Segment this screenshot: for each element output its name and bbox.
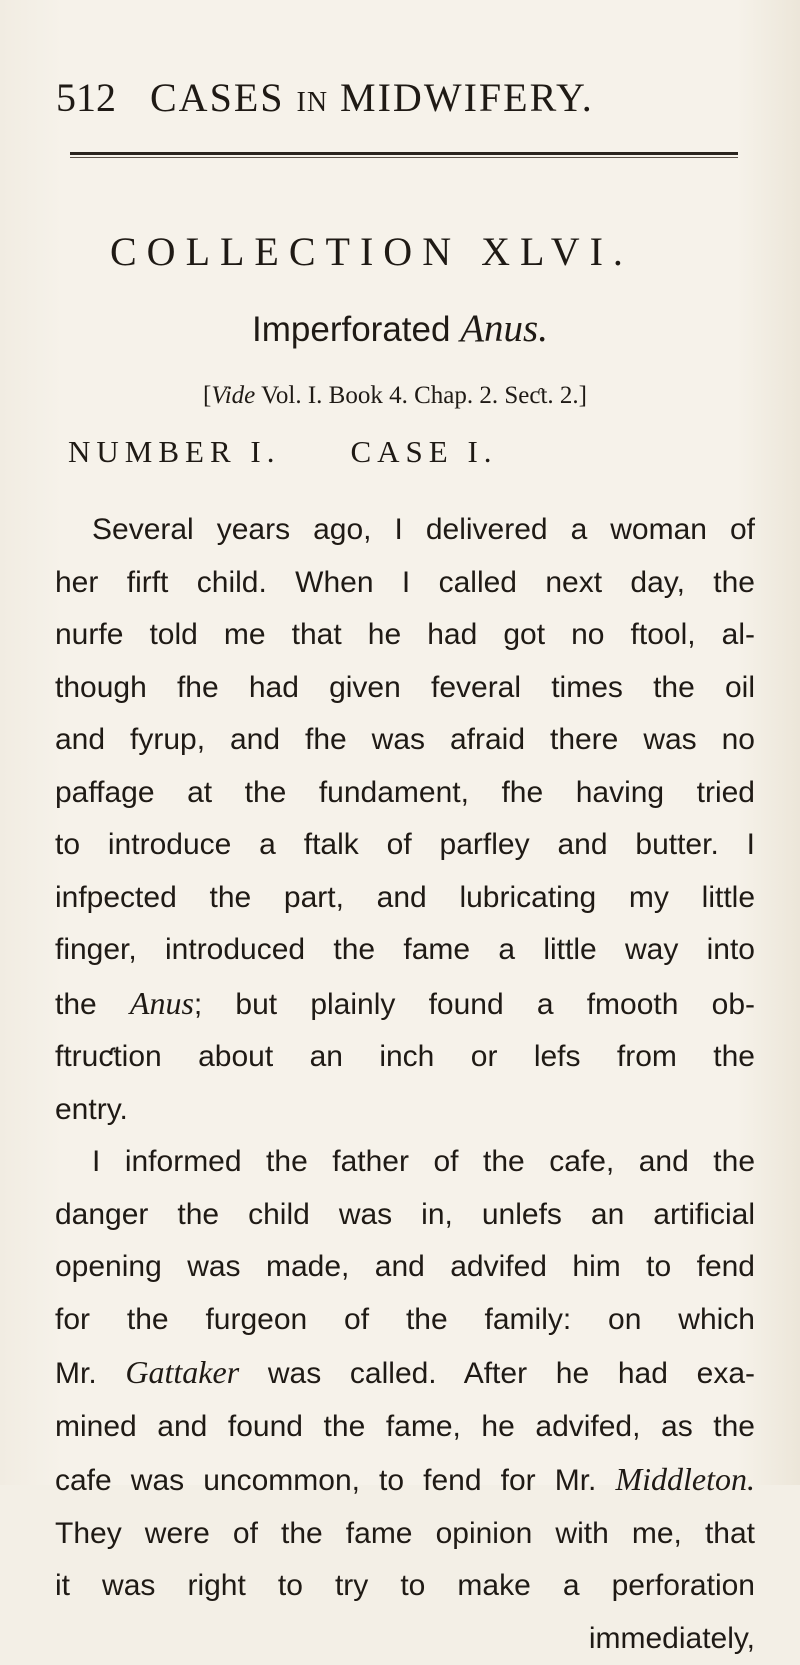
case-label: CASE I. — [350, 434, 497, 469]
catchword-line: immediately, — [55, 1613, 755, 1665]
text-line: danger the child was in, unlefs an artificial — [55, 1189, 755, 1242]
text-line: entry. — [55, 1084, 755, 1137]
header-rule-thin — [70, 157, 738, 158]
running-title-midwifery: MIDWIFERY. — [340, 75, 594, 120]
subtitle-plain: Imperforated — [252, 310, 450, 349]
italic-anus: Anus — [130, 985, 194, 1021]
text-line: though fhe had given feveral times the oil — [55, 662, 755, 715]
text-line: I informed the father of the cafe, and the — [55, 1136, 755, 1189]
text-line: for the furgeon of the family: on which — [55, 1294, 755, 1347]
text-line: Several years ago, I delivered a woman of — [55, 504, 755, 557]
vide-word: Vide — [211, 382, 255, 409]
running-title-in: IN — [297, 87, 329, 118]
section-subtitle — [0, 306, 800, 351]
text-line — [55, 1346, 755, 1401]
text-line: nurfe told me that he had got no ftool, al- — [55, 609, 755, 662]
text-fragment: the — [55, 988, 130, 1021]
running-head — [56, 74, 756, 121]
subtitle-italic: Anus. — [460, 307, 548, 350]
text-line: ftruƈtion about an inch or lefs from the — [55, 1031, 755, 1084]
page-number: 512 — [56, 75, 116, 120]
text-line: it was right to try to make a perforation — [55, 1560, 755, 1613]
text-line: and fyrup, and fhe was afraid there was no — [55, 714, 755, 767]
text-line: They were of the fame opinion with me, that — [55, 1508, 755, 1561]
body-text — [55, 504, 755, 1665]
text-line: opening was made, and advifed him to fend — [55, 1241, 755, 1294]
text-line — [55, 977, 755, 1032]
text-line: her firft child. When I called next day, the — [55, 557, 755, 610]
text-line: mined and found the fame, he advifed, as the — [55, 1401, 755, 1454]
number-case-heading — [68, 434, 768, 470]
text-line — [55, 1453, 755, 1508]
text-line: finger, introduced the fame a little way into — [55, 924, 755, 977]
italic-middleton: Middleton. — [615, 1461, 755, 1497]
number-label: NUMBER I. — [68, 434, 280, 469]
vide-bracket: [ — [203, 382, 211, 409]
text-line: paffage at the fundament, fhe having tried — [55, 767, 755, 820]
cross-reference — [0, 382, 790, 410]
text-fragment: was called. After he had exa- — [239, 1357, 755, 1390]
header-rule — [70, 152, 738, 155]
text-fragment: ; but plainly found a fmooth ob- — [194, 988, 755, 1021]
collection-heading: COLLECTION XLVI. — [110, 228, 750, 275]
text-fragment: Mr. — [55, 1357, 125, 1390]
vide-reference: Vol. I. Book 4. Chap. 2. Seƈt. 2.] — [255, 382, 587, 409]
text-line: to introduce a ftalk of parfley and butter. I — [55, 819, 755, 872]
text-line: infpected the part, and lubricating my little — [55, 872, 755, 925]
running-title-cases: CASES — [150, 75, 285, 120]
italic-gattaker: Gattaker — [125, 1354, 239, 1390]
text-fragment: cafe was uncommon, to fend for Mr. — [55, 1464, 615, 1497]
